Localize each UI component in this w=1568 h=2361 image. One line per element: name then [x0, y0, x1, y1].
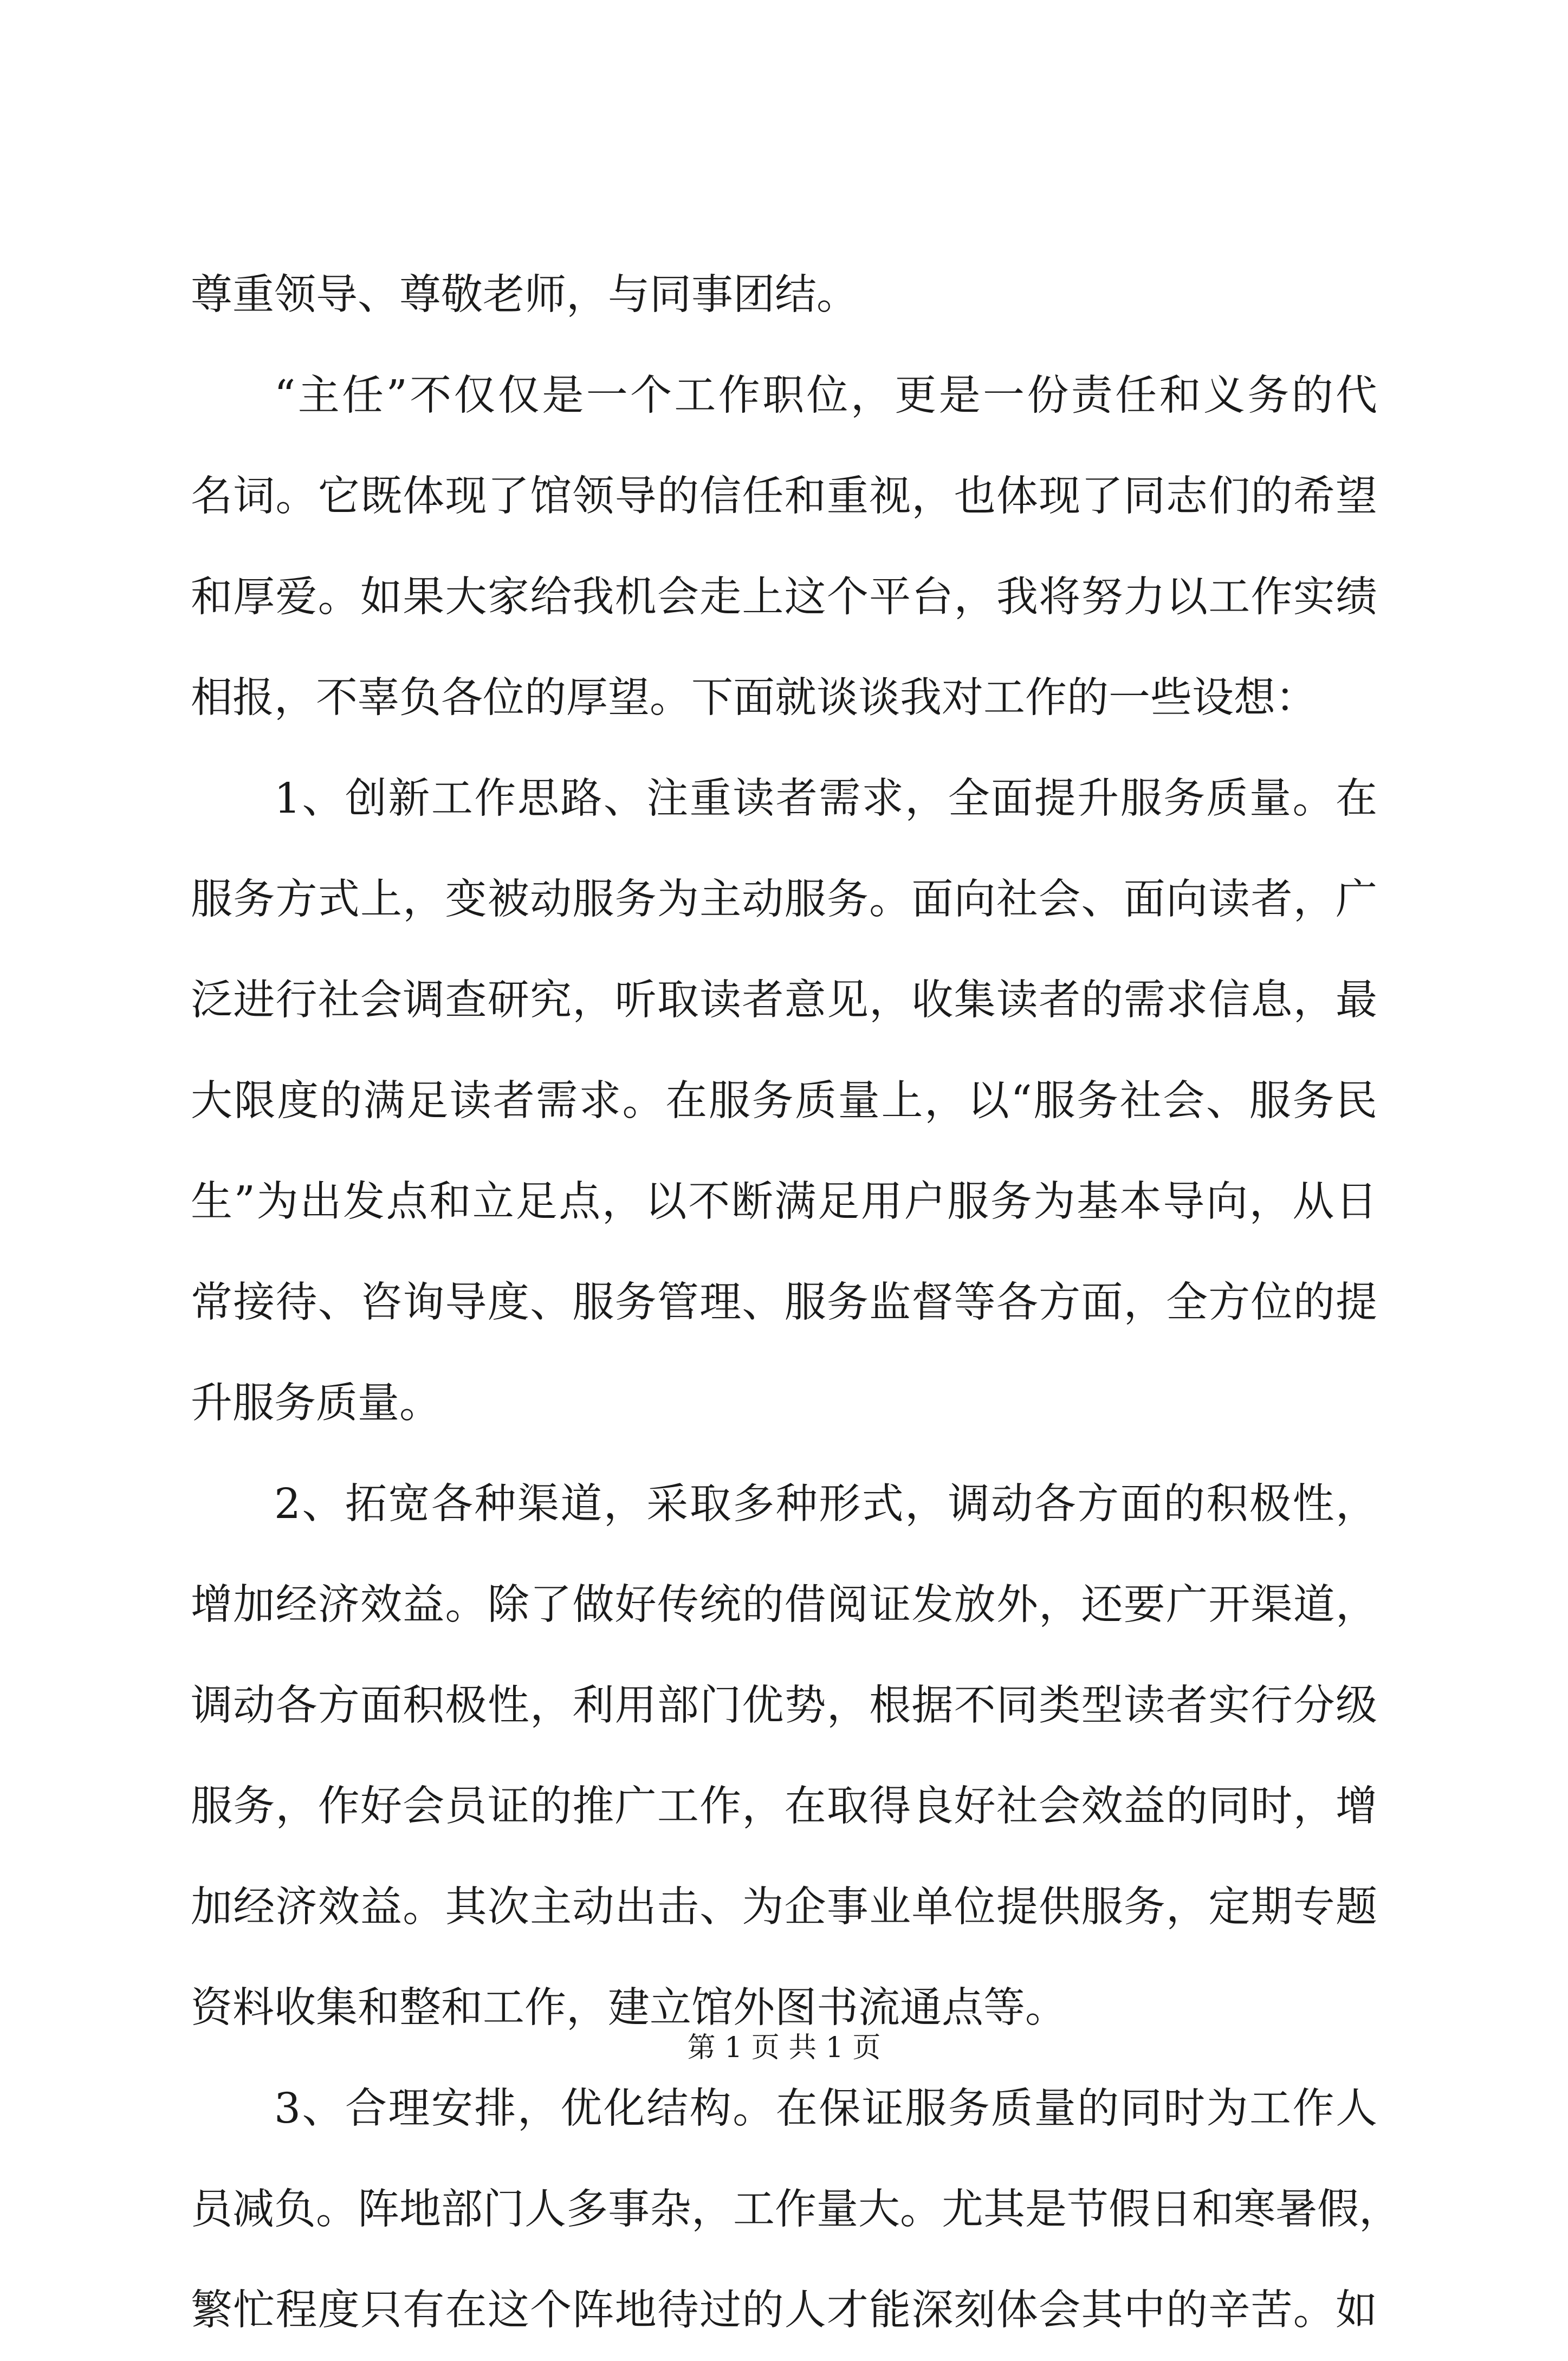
text-line: 1、创新工作思路、注重读者需求，全面提升服务质量。在	[274, 775, 1377, 823]
text-line: 员减负。阵地部门人多事杂，工作量大。尤其是节假日和寒暑假，	[191, 2185, 1401, 2234]
text-line: 大限度的满足读者需求。在服务质量上，以“服务社会、服务民	[191, 1077, 1377, 1125]
text-line: “主任”不仅仅是一个工作职位，更是一份责任和义务的代	[274, 372, 1377, 420]
text-line: 加经济效益。其次主动出击、为企事业单位提供服务，定期专题	[191, 1883, 1377, 1931]
text-line: 增加经济效益。除了做好传统的借阅证发放外，还要广开渠道，	[191, 1581, 1377, 1629]
text-line: 3、合理安排，优化结构。在保证服务质量的同时为工作人	[274, 2085, 1377, 2133]
text-line: 资料收集和整和工作，建立馆外图书流通点等。	[191, 1984, 1067, 2032]
text-line: 繁忙程度只有在这个阵地待过的人才能深刻体会其中的辛苦。如	[191, 2286, 1377, 2334]
text-line: 服务，作好会员证的推广工作，在取得良好社会效益的同时，增	[191, 1782, 1377, 1831]
text-line: 尊重领导、尊敬老师，与同事团结。	[191, 271, 858, 319]
text-line: 名词。它既体现了馆领导的信任和重视，也体现了同志们的希望	[191, 472, 1377, 521]
text-line: 常接待、咨询导度、服务管理、服务监督等各方面，全方位的提	[191, 1279, 1377, 1327]
text-line: 升服务质量。	[191, 1379, 441, 1428]
page-footer: 第 1 页 共 1 页	[687, 2032, 881, 2064]
text-line: 生”为出发点和立足点，以不断满足用户服务为基本导向，从日	[191, 1178, 1377, 1226]
text-line: 和厚爱。如果大家给我机会走上这个平台，我将努力以工作实绩	[191, 573, 1377, 621]
text-line: 调动各方面积极性，利用部门优势，根据不同类型读者实行分级	[191, 1682, 1377, 1730]
text-line: 服务方式上，变被动服务为主动服务。面向社会、面向读者，广	[191, 875, 1377, 924]
text-line: 相报，不辜负各位的厚望。下面就谈谈我对工作的一些设想：	[191, 674, 1317, 722]
text-line: 泛进行社会调查研究，听取读者意见，收集读者的需求信息，最	[191, 976, 1377, 1024]
text-line: 2、拓宽各种渠道，采取多种形式，调动各方面的积极性，	[274, 1480, 1377, 1528]
